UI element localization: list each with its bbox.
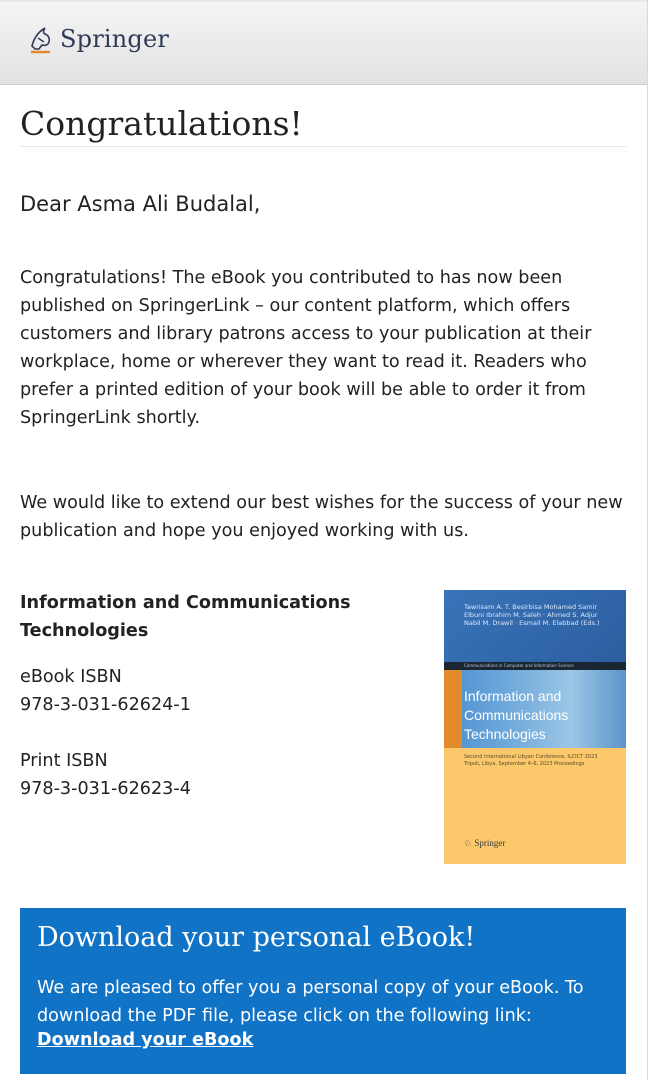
ebook-isbn-value: 978-3-031-62624-1: [20, 695, 191, 715]
intro-paragraph: Congratulations! The eBook you contributed to has now been published on SpringerLink – our content platform, which offers customers and library patrons access to your publication at their workplace, home or wherever they want to read it. Readers who prefer a printed edition of your book will be able to order it from SpringerLink shortly.: [20, 268, 592, 428]
print-isbn-value: 978-3-031-62623-4: [20, 779, 191, 799]
download-panel: [20, 908, 626, 1074]
download-text: We are pleased to offer you a personal copy of your eBook. To download the PDF file, please click on the following link:: [37, 978, 584, 1026]
book-title: Information and Communications Technologies: [20, 593, 351, 641]
email-header: [0, 0, 647, 85]
title-divider: [20, 146, 626, 147]
cover-horse-icon: ♘: [464, 838, 473, 848]
cover-publisher-name: Springer: [474, 838, 506, 848]
logo-text: Springer: [60, 25, 170, 53]
wishes-paragraph: We would like to extend our best wishes for the success of your new publication and hope you enjoyed working with us.: [20, 493, 623, 541]
springer-horse-icon: [28, 24, 54, 54]
cover-authors: Tawrisam A. T. Besirbisa Mohamed Samir Elbuni Ibrahim M. Saleh · Ahmed S. Adjur Nabil M. Drawil · Esmail M. Elabbad (Eds.): [464, 603, 600, 627]
cover-subtitle: Second International Libyan Conference, ILCICT 2023 Tripoli, Libya, September 4–6, 2023 Proceedings: [464, 754, 598, 767]
book-details: [20, 589, 420, 803]
cover-top-panel: [444, 590, 626, 664]
page-title: Congratulations!: [20, 104, 303, 143]
print-isbn-group: [20, 747, 420, 803]
springer-logo[interactable]: [28, 24, 169, 54]
book-cover: [444, 590, 626, 864]
cover-series: Communications in Computer and Information Science: [464, 663, 574, 668]
cover-publisher: [464, 838, 505, 849]
cover-title: Information and Communications Technologies: [464, 688, 569, 742]
download-title: Download your personal eBook!: [37, 922, 476, 953]
page-edge: [647, 0, 648, 1080]
cover-accent-bar: [444, 670, 462, 748]
ebook-isbn-group: [20, 663, 420, 719]
greeting: Dear Asma Ali Budalal,: [20, 192, 261, 216]
download-ebook-link[interactable]: Download your eBook: [37, 1030, 254, 1050]
print-isbn-label: Print ISBN: [20, 751, 108, 771]
ebook-isbn-label: eBook ISBN: [20, 667, 122, 687]
